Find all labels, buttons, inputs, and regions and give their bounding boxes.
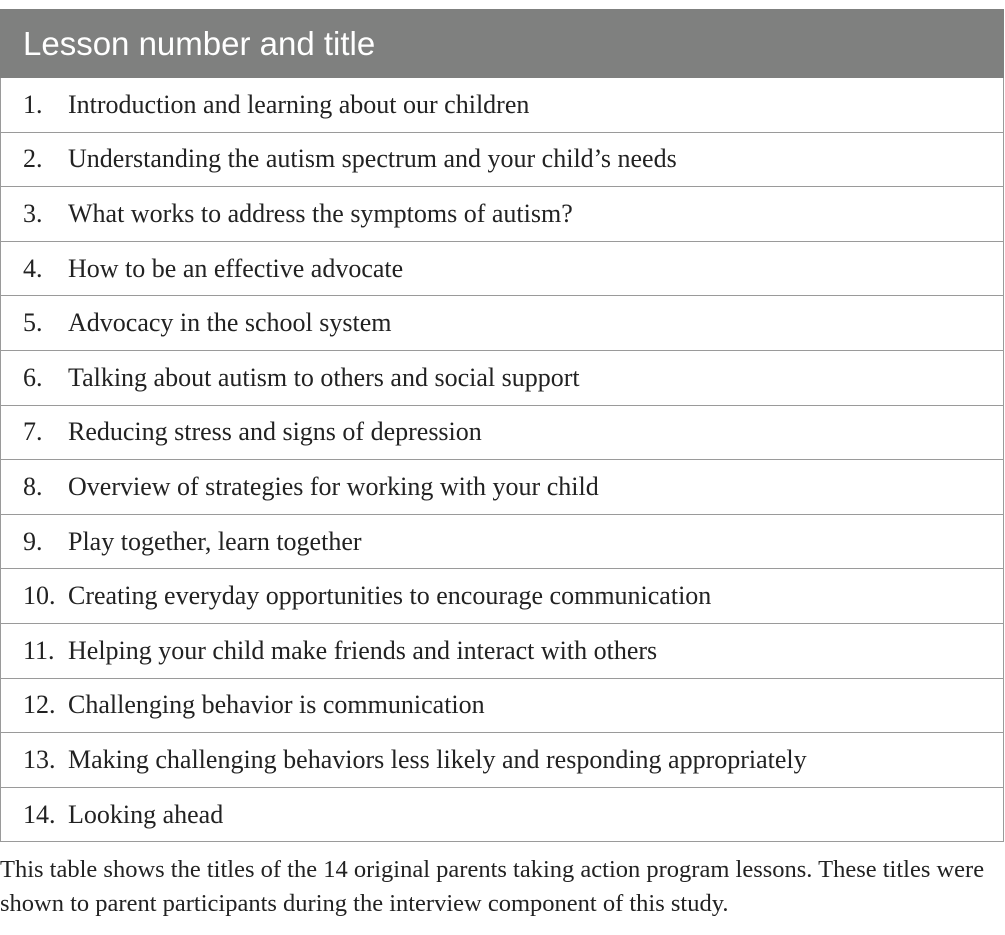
lesson-number: 9. <box>23 526 43 556</box>
lesson-number: 1. <box>23 89 43 119</box>
table-row <box>1 514 1004 569</box>
table-header: Lesson number and title <box>1 10 1004 78</box>
lesson-title: Advocacy in the school system <box>68 308 392 338</box>
lesson-number: 3. <box>23 198 43 228</box>
table-cell <box>1 187 1004 242</box>
table-row <box>1 460 1004 515</box>
table-row <box>1 678 1004 733</box>
table-cell <box>1 405 1004 460</box>
table-cell <box>1 678 1004 733</box>
lesson-number: 2. <box>23 144 43 174</box>
lesson-table <box>0 9 1004 842</box>
lesson-number: 8. <box>23 471 43 501</box>
lesson-title: Making challenging behaviors less likely and responding appropriately <box>68 744 807 774</box>
table-cell <box>1 569 1004 624</box>
table-cell <box>1 350 1004 405</box>
table-cell <box>1 787 1004 842</box>
table-row <box>1 623 1004 678</box>
lesson-title: Play together, learn together <box>68 526 362 556</box>
lesson-title: Helping your child make friends and interact with others <box>68 635 658 665</box>
table-cell <box>1 132 1004 187</box>
lesson-number: 10. <box>23 581 56 611</box>
table-caption: This table shows the titles of the 14 original parents taking action program lessons. These titles were shown to parent participants during the interview component of this study. <box>0 856 985 917</box>
table-row <box>1 132 1004 187</box>
table-cell <box>1 514 1004 569</box>
lesson-title: Looking ahead <box>68 799 224 829</box>
lesson-number: 13. <box>23 744 56 774</box>
lesson-number: 12. <box>23 690 56 720</box>
lesson-title: What works to address the symptoms of autism? <box>68 198 573 228</box>
table-cell <box>1 78 1004 133</box>
table-cell <box>1 623 1004 678</box>
lesson-title: Creating everyday opportunities to encourage communication <box>68 581 712 611</box>
lesson-number: 6. <box>23 362 43 392</box>
lesson-number: 4. <box>23 253 43 283</box>
lesson-number: 11. <box>23 635 55 665</box>
table-cell <box>1 296 1004 351</box>
lesson-number: 5. <box>23 308 43 338</box>
table-row <box>1 405 1004 460</box>
lesson-title: Overview of strategies for working with your child <box>68 471 599 501</box>
table-row <box>1 569 1004 624</box>
lesson-title: Talking about autism to others and social support <box>68 362 580 392</box>
lesson-number: 14. <box>23 799 56 829</box>
lesson-title: Reducing stress and signs of depression <box>68 417 482 447</box>
lesson-number: 7. <box>23 417 43 447</box>
lesson-title: How to be an effective advocate <box>68 253 404 283</box>
table-row <box>1 296 1004 351</box>
lesson-title: Introduction and learning about our children <box>68 89 530 119</box>
table-cell <box>1 733 1004 788</box>
table-row <box>1 78 1004 133</box>
lesson-title: Understanding the autism spectrum and your child’s needs <box>68 144 677 174</box>
table-row <box>1 350 1004 405</box>
table-header-row <box>1 10 1004 78</box>
table-cell <box>1 460 1004 515</box>
table-cell <box>1 241 1004 296</box>
lesson-table-container <box>0 9 1004 842</box>
table-row <box>1 733 1004 788</box>
table-row <box>1 787 1004 842</box>
table-row <box>1 187 1004 242</box>
lesson-title: Challenging behavior is communication <box>68 690 485 720</box>
table-row <box>1 241 1004 296</box>
